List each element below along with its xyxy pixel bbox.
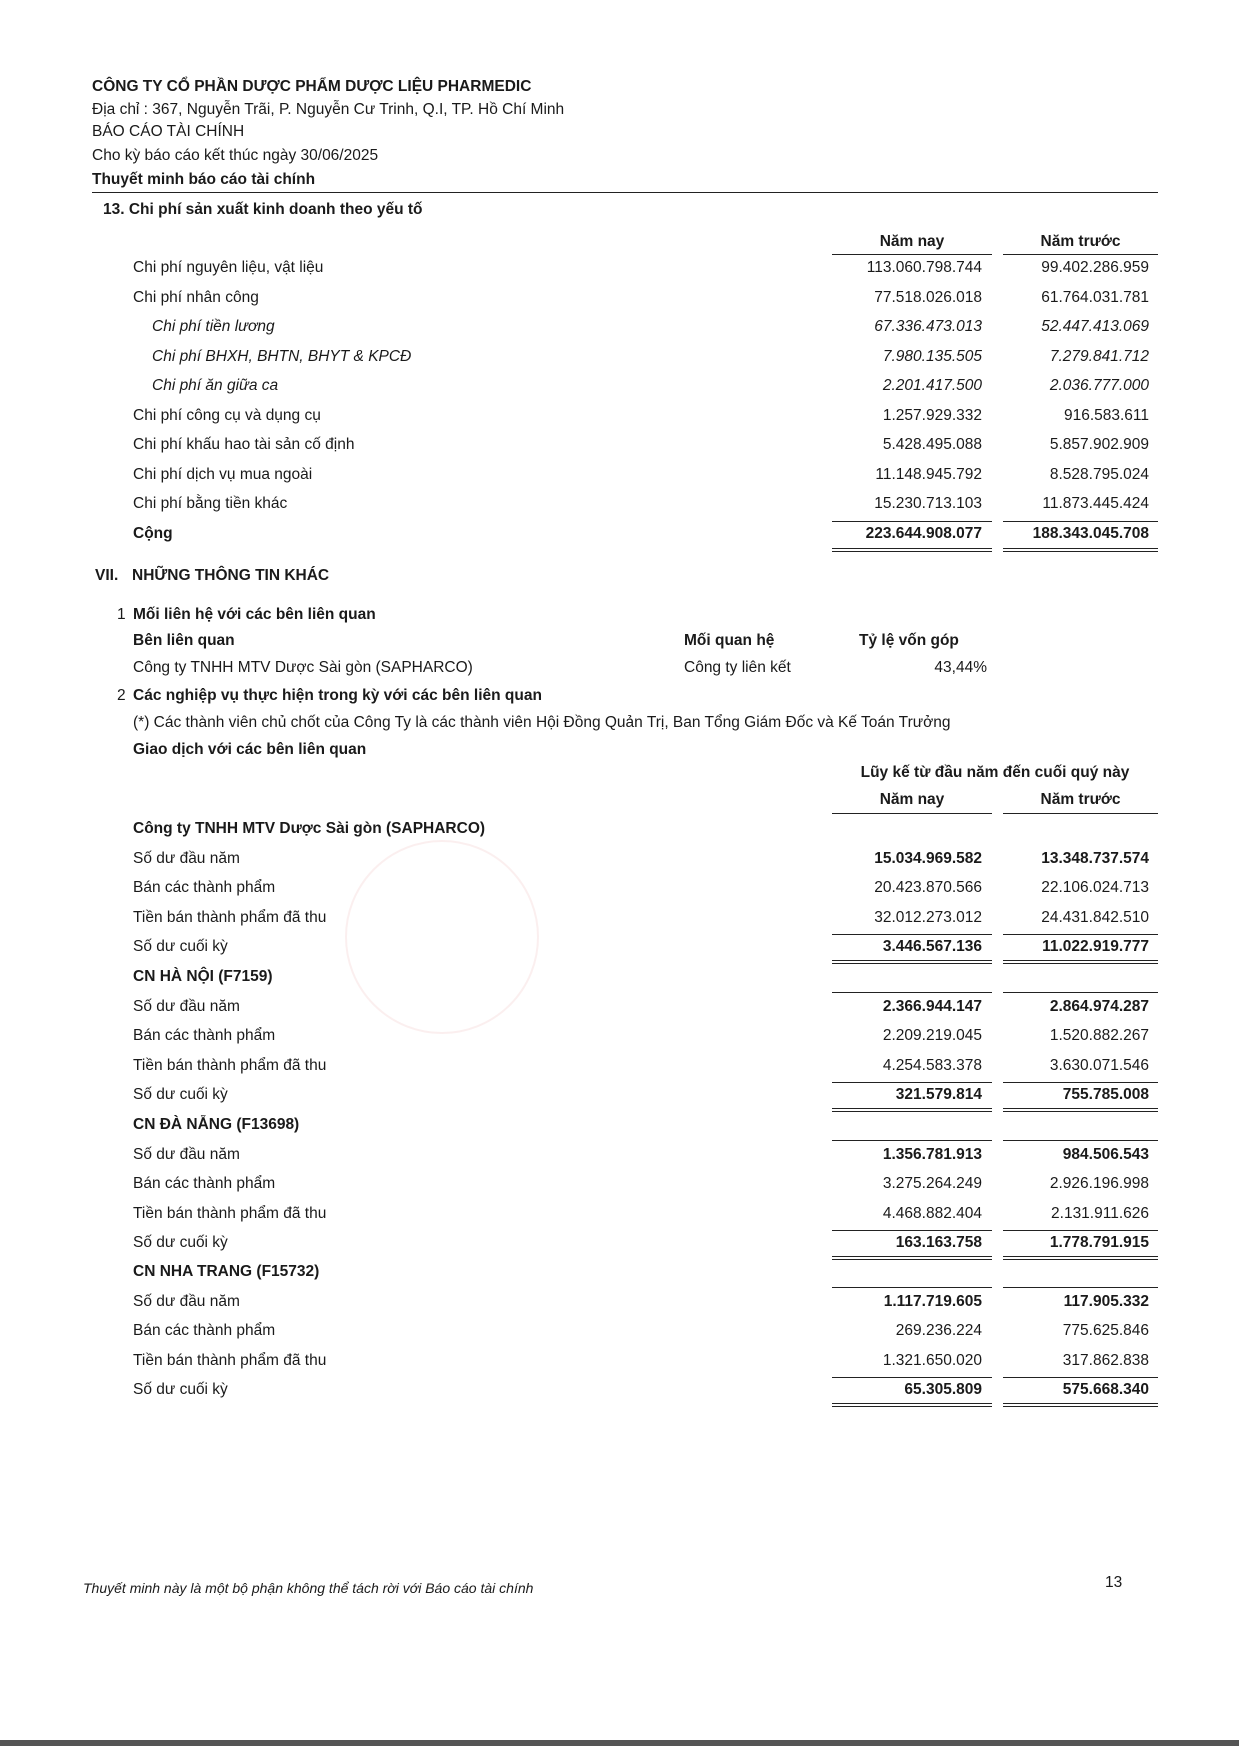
tx-row-label: Số dư đầu năm [133, 1292, 240, 1310]
item-2-number: 2 [117, 687, 126, 704]
cost-row-current: 2.201.417.500 [882, 377, 982, 394]
closing-double-rule-prior [1003, 1256, 1158, 1260]
closing-double-rule-prior [1003, 1403, 1158, 1407]
tx-row-label: Số dư đầu năm [133, 1145, 240, 1163]
tx-row-current: 269.236.224 [895, 1322, 982, 1339]
tx-row-label: Số dư cuối kỳ [133, 1381, 228, 1398]
tx-col-prior-rule [1003, 813, 1158, 814]
tx-row-current: 1.356.781.913 [882, 1145, 982, 1163]
group-name: Công ty TNHH MTV Dược Sài gòn (SAPHARCO) [133, 820, 486, 837]
scan-edge [0, 1740, 1239, 1746]
tx-row-prior: 3.630.071.546 [1049, 1056, 1149, 1074]
cost-row-prior: 5.857.902.909 [1049, 436, 1149, 453]
cost-total-current: 223.644.908.077 [865, 524, 982, 542]
section-7-roman: VII. [95, 567, 119, 584]
closing-double-rule-current [832, 1256, 992, 1260]
tx-row-label: Số dư cuối kỳ [133, 938, 228, 955]
col-current-header: Năm nay [879, 233, 945, 250]
tx-row-current: 65.305.809 [904, 1381, 982, 1398]
tx-row-current: 20.423.870.566 [874, 879, 982, 896]
tx-row-current: 1.321.650.020 [882, 1351, 982, 1369]
cost-row-label: Chi phí BHXH, BHTN, BHYT & KPCĐ [152, 347, 412, 365]
tx-row-label: Bán các thành phẩm [133, 1322, 276, 1339]
cost-row-current: 15.230.713.103 [874, 495, 982, 512]
tx-row-label: Số dư đầu năm [133, 997, 240, 1015]
ratio-value: 43,44% [934, 659, 987, 676]
tx-row-prior: 22.106.024.713 [1041, 879, 1149, 896]
tx-row-label: Tiền bán thành phẩm đã thu [133, 1204, 327, 1222]
tx-row-current: 15.034.969.582 [874, 849, 982, 867]
closing-top-rule-current [832, 1230, 992, 1231]
cost-row-label: Chi phí công cụ và dụng cụ [133, 406, 321, 424]
notes-title: Thuyết minh báo cáo tài chính [92, 171, 316, 188]
tx-row-label: Tiền bán thành phẩm đã thu [133, 908, 327, 926]
tx-row-current: 4.468.882.404 [882, 1204, 982, 1222]
company-name: CÔNG TY CỔ PHẦN DƯỢC PHẨM DƯỢC LIỆU PHARMEDIC [92, 78, 532, 95]
group-top-rule-prior [1003, 1140, 1158, 1141]
transactions-subtitle: Giao dịch với các bên liên quan [133, 741, 367, 758]
footer-note: Thuyết minh này là một bộ phận không thể tách rời với Báo cáo tài chính [83, 1580, 534, 1596]
col-current-rule [832, 254, 992, 255]
col-prior-rule [1003, 254, 1158, 255]
group-top-rule-current [832, 1287, 992, 1288]
closing-double-rule-current [832, 960, 992, 964]
tx-row-label: Số dư cuối kỳ [133, 1086, 228, 1103]
tx-row-label: Bán các thành phẩm [133, 879, 276, 896]
cost-row-prior: 52.447.413.069 [1041, 318, 1149, 335]
tx-row-prior: 2.926.196.998 [1049, 1175, 1149, 1192]
cost-row-label: Chi phí ăn giữa ca [152, 377, 279, 394]
total-double-rule-current [832, 548, 992, 552]
cost-row-current: 77.518.026.018 [874, 288, 982, 306]
section-7-title: NHỮNG THÔNG TIN KHÁC [132, 567, 330, 584]
closing-top-rule-prior [1003, 1082, 1158, 1083]
col-prior-header: Năm trước [1040, 233, 1121, 250]
closing-top-rule-prior [1003, 934, 1158, 935]
section-13-title: 13. Chi phí sản xuất kinh doanh theo yếu tố [103, 201, 423, 218]
group-top-rule-prior [1003, 1287, 1158, 1288]
faded-stamp [345, 840, 539, 1034]
tx-row-prior: 13.348.737.574 [1041, 849, 1149, 867]
tx-row-current: 3.446.567.136 [882, 938, 982, 955]
group-top-rule-prior [1003, 992, 1158, 993]
tx-row-prior: 317.862.838 [1062, 1351, 1149, 1369]
tx-col-prior-header: Năm trước [1040, 791, 1121, 808]
tx-row-prior: 1.778.791.915 [1049, 1234, 1149, 1251]
relation-value: Công ty liên kết [684, 659, 791, 676]
tx-row-prior: 117.905.332 [1063, 1292, 1149, 1310]
related-party-header: Bên liên quan [133, 632, 235, 649]
tx-row-prior: 2.864.974.287 [1049, 997, 1149, 1015]
tx-row-current: 321.579.814 [895, 1086, 982, 1103]
tx-row-current: 2.366.944.147 [882, 997, 982, 1015]
item-1-number: 1 [117, 606, 126, 623]
cost-row-prior: 8.528.795.024 [1049, 465, 1149, 483]
closing-double-rule-current [832, 1108, 992, 1112]
tx-row-label: Bán các thành phẩm [133, 1027, 276, 1044]
closing-top-rule-prior [1003, 1230, 1158, 1231]
cost-row-current: 113.060.798.744 [866, 259, 982, 276]
group-name: CN ĐÀ NẴNG (F13698) [133, 1116, 300, 1133]
tx-row-prior: 1.520.882.267 [1049, 1027, 1149, 1044]
tx-row-current: 1.117.719.605 [883, 1292, 982, 1310]
page-number: 13 [1105, 1574, 1123, 1591]
cost-row-prior: 7.279.841.712 [1049, 347, 1149, 365]
item-1-title: Mối liên hệ với các bên liên quan [133, 606, 376, 623]
cost-row-prior: 11.873.445.424 [1042, 495, 1149, 512]
closing-top-rule-current [832, 934, 992, 935]
key-members-note: (*) Các thành viên chủ chốt của Công Ty là các thành viên Hội Đồng Quản Trị, Ban Tổng Giám Đốc và Kế Toán Trưởng [133, 714, 951, 731]
report-title: BÁO CÁO TÀI CHÍNH [92, 123, 245, 140]
cost-row-label: Chi phí khấu hao tài sản cố định [133, 436, 355, 453]
header-rule [92, 192, 1158, 193]
relation-header: Mối quan hệ [684, 632, 775, 649]
tx-row-current: 163.163.758 [895, 1234, 982, 1251]
total-double-rule-prior [1003, 548, 1158, 552]
company-address: Địa chỉ : 367, Nguyễn Trãi, P. Nguyễn Cư Trinh, Q.I, TP. Hồ Chí Minh [92, 101, 565, 118]
tx-col-current-rule [832, 813, 992, 814]
tx-row-label: Số dư đầu năm [133, 849, 240, 867]
cost-row-current: 11.148.945.792 [875, 465, 982, 483]
tx-row-prior: 11.022.919.777 [1042, 938, 1149, 955]
cost-row-label: Chi phí nguyên liệu, vật liệu [133, 259, 324, 276]
group-top-rule-current [832, 992, 992, 993]
tx-row-current: 32.012.273.012 [874, 908, 982, 926]
tx-row-prior: 775.625.846 [1062, 1322, 1149, 1339]
cost-row-label: Chi phí bằng tiền khác [133, 495, 288, 512]
item-2-title: Các nghiệp vụ thực hiện trong kỳ với các bên liên quan [133, 687, 542, 704]
cost-total-label: Cộng [133, 524, 173, 542]
closing-double-rule-current [832, 1403, 992, 1407]
tx-row-current: 4.254.583.378 [882, 1056, 982, 1074]
tx-row-label: Số dư cuối kỳ [133, 1234, 228, 1251]
cost-row-current: 5.428.495.088 [882, 436, 982, 453]
cost-row-prior: 61.764.031.781 [1041, 288, 1149, 306]
closing-double-rule-prior [1003, 960, 1158, 964]
tx-row-prior: 755.785.008 [1062, 1086, 1149, 1103]
cost-row-prior: 2.036.777.000 [1049, 377, 1149, 394]
closing-top-rule-current [832, 1082, 992, 1083]
tx-col-current-header: Năm nay [879, 791, 945, 808]
tx-row-prior: 24.431.842.510 [1041, 908, 1149, 926]
total-top-rule-current [832, 521, 992, 522]
group-top-rule-current [832, 1140, 992, 1141]
cost-total-prior: 188.343.045.708 [1032, 524, 1149, 542]
total-top-rule-prior [1003, 521, 1158, 522]
cumulative-header: Lũy kế từ đầu năm đến cuối quý này [860, 764, 1130, 781]
group-name: CN HÀ NỘI (F7159) [133, 968, 273, 985]
tx-row-prior: 2.131.911.626 [1051, 1204, 1149, 1222]
closing-double-rule-prior [1003, 1108, 1158, 1112]
tx-row-current: 3.275.264.249 [882, 1175, 982, 1192]
cost-row-label: Chi phí nhân công [133, 288, 259, 306]
cost-row-label: Chi phí dịch vụ mua ngoài [133, 465, 313, 483]
cost-row-prior: 99.402.286.959 [1041, 259, 1149, 276]
cost-row-prior: 916.583.611 [1063, 406, 1149, 424]
tx-row-prior: 984.506.543 [1062, 1145, 1149, 1163]
tx-row-label: Tiền bán thành phẩm đã thu [133, 1351, 327, 1369]
cost-row-current: 7.980.135.505 [882, 347, 982, 365]
tx-row-current: 2.209.219.045 [882, 1027, 982, 1044]
tx-row-prior: 575.668.340 [1062, 1381, 1149, 1398]
closing-top-rule-prior [1003, 1377, 1158, 1378]
ratio-header: Tỷ lệ vốn góp [859, 632, 959, 649]
cost-row-current: 1.257.929.332 [882, 406, 982, 424]
report-period: Cho kỳ báo cáo kết thúc ngày 30/06/2025 [92, 147, 379, 164]
group-name: CN NHA TRANG (F15732) [133, 1263, 320, 1280]
closing-top-rule-current [832, 1377, 992, 1378]
related-party-name: Công ty TNHH MTV Dược Sài gòn (SAPHARCO) [133, 659, 473, 676]
tx-row-label: Tiền bán thành phẩm đã thu [133, 1056, 327, 1074]
tx-row-label: Bán các thành phẩm [133, 1175, 276, 1192]
cost-row-current: 67.336.473.013 [874, 318, 982, 335]
cost-row-label: Chi phí tiền lương [152, 318, 275, 335]
